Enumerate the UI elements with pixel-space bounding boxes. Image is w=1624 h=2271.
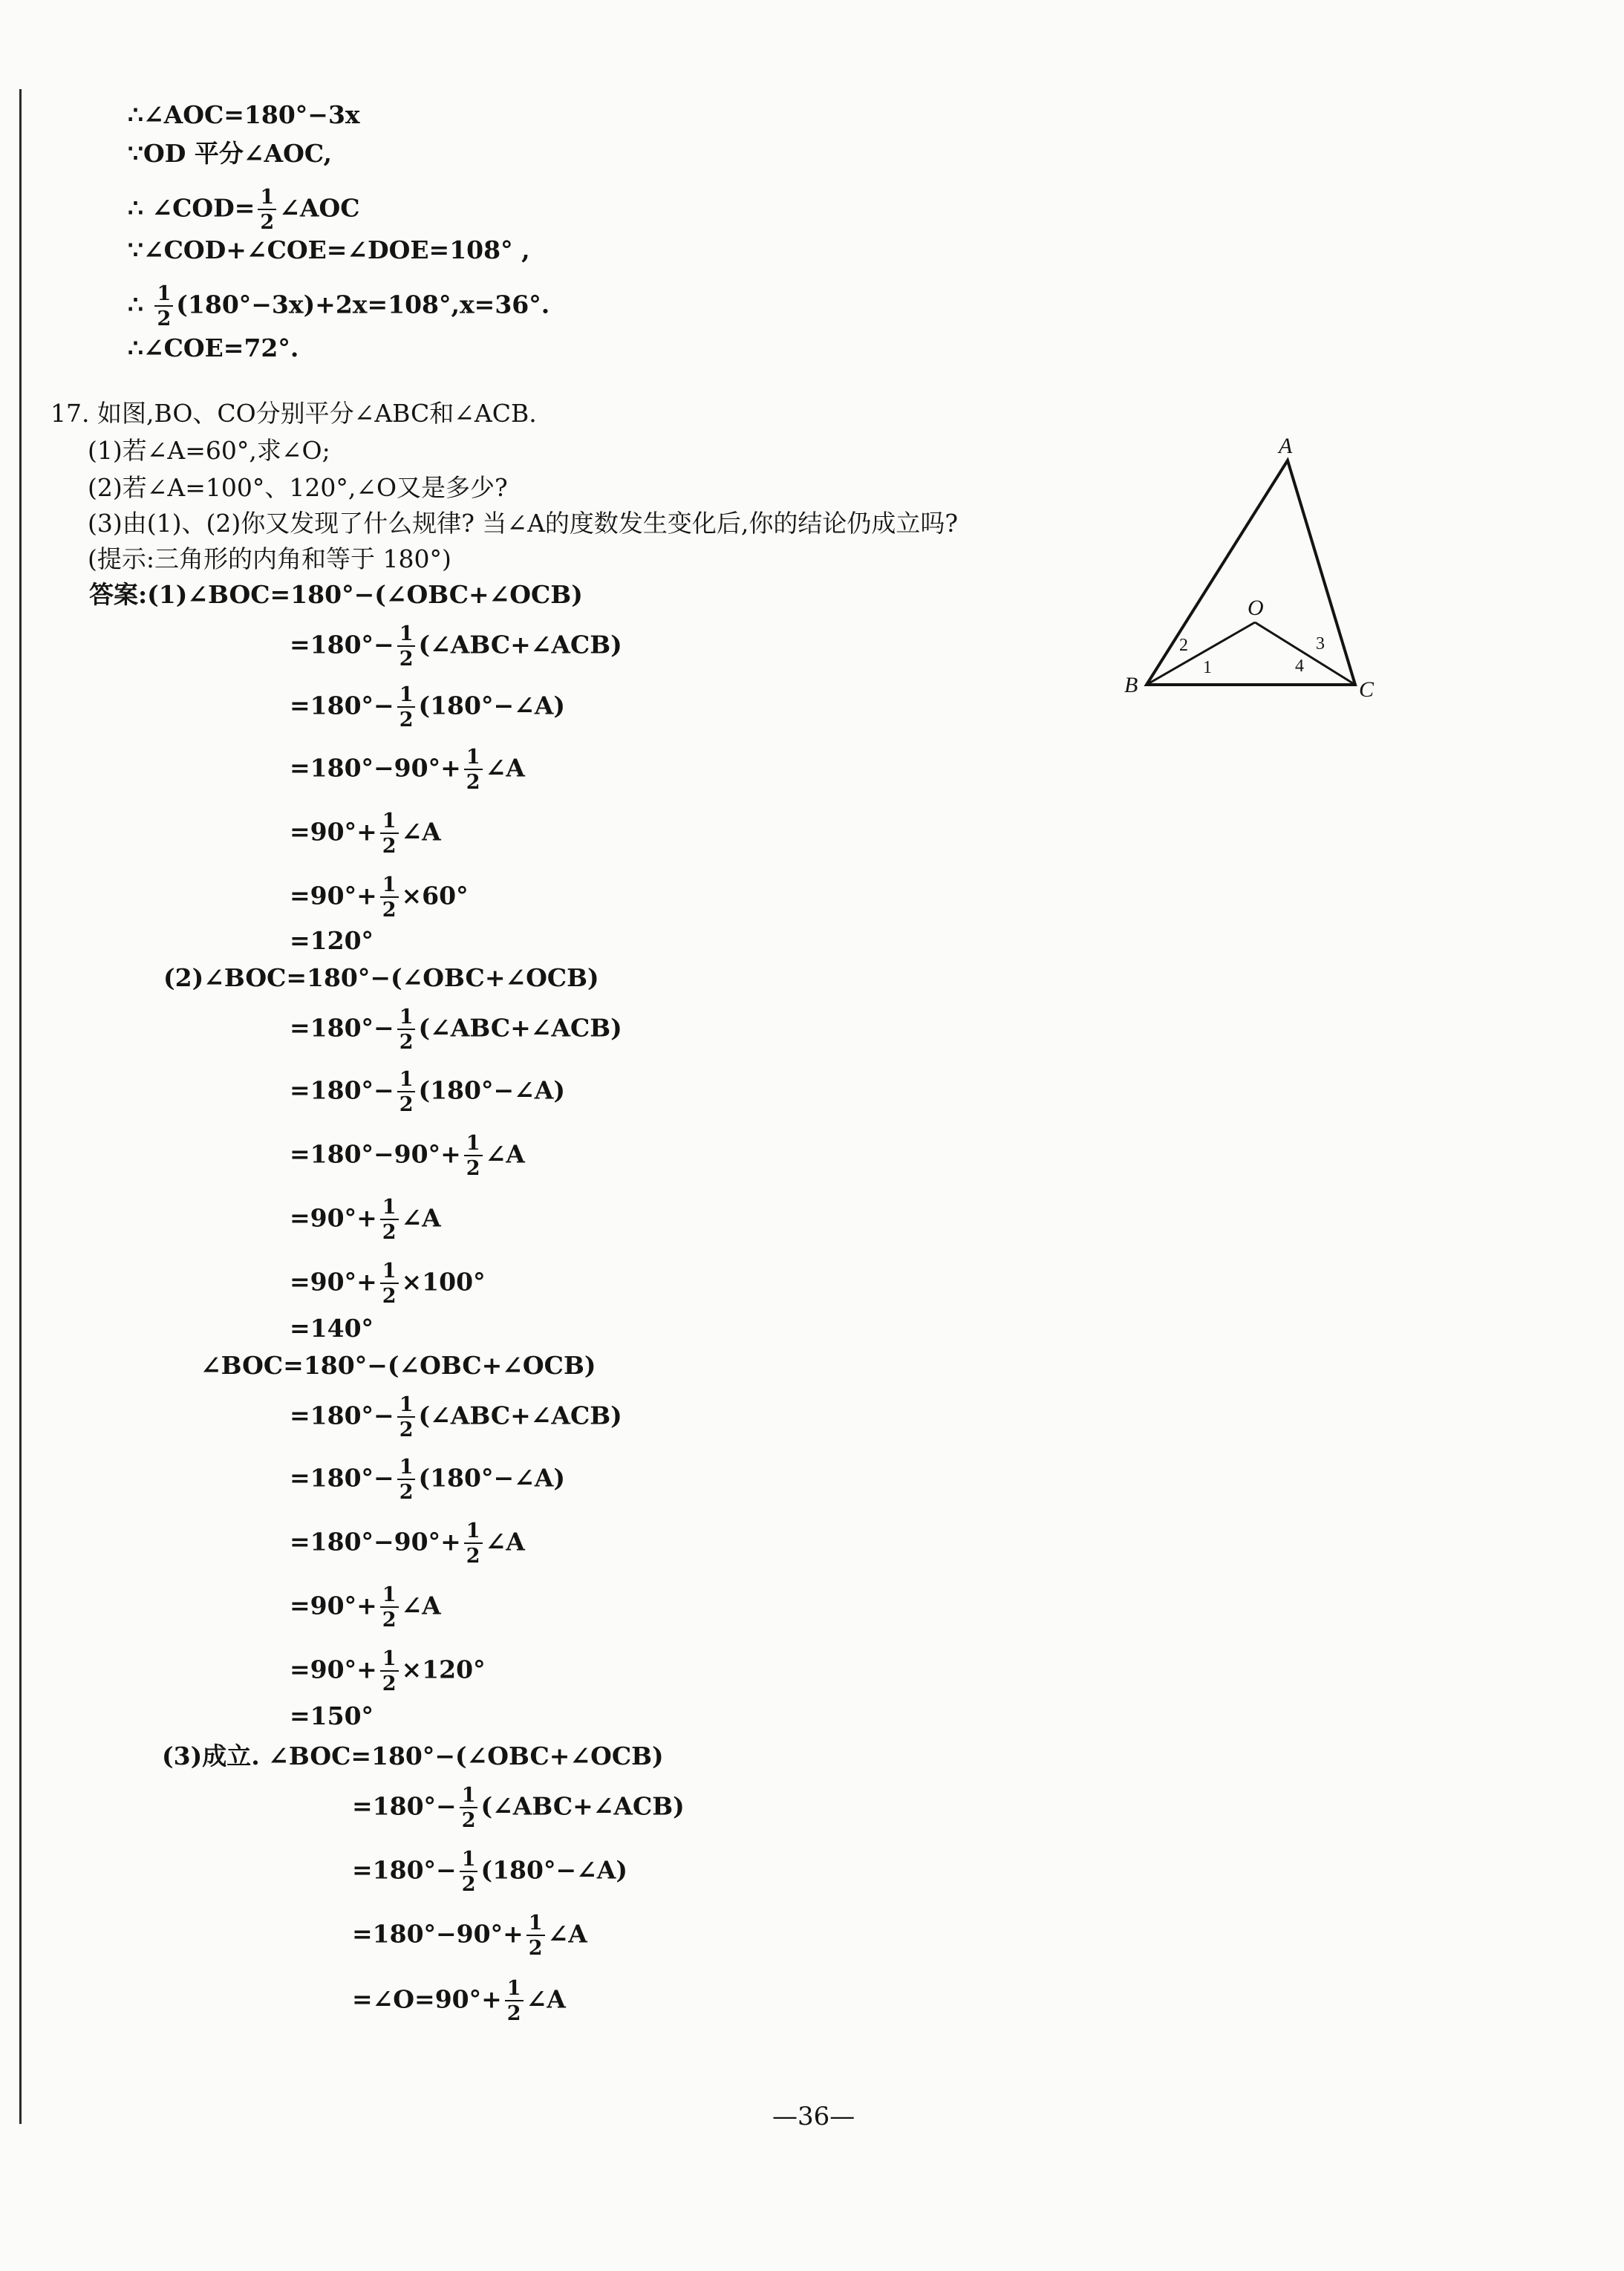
fraction-denominator: 2 [382,835,397,858]
fraction-denominator: 2 [506,2002,521,2025]
fraction-numerator: 1 [526,1913,545,1936]
text-segment: (∠ABC+∠ACB) [480,1791,685,1821]
answer-line [352,1913,587,1958]
answer-line: =150° [290,1701,374,1730]
answer-line [290,624,622,669]
vertex-label-a: A [1279,434,1293,458]
fraction-denominator: 2 [399,1093,414,1116]
angle-label-4: 4 [1295,656,1304,676]
fraction-denominator: 2 [399,1481,414,1504]
fraction-denominator: 2 [399,1418,414,1441]
fraction-half [464,747,483,792]
fraction-numerator: 1 [380,811,399,834]
text-segment: =90°+ [290,1267,377,1297]
fraction-numerator: 1 [464,1133,483,1156]
text-segment: (∠ABC+∠ACB) [418,630,622,659]
fraction-denominator: 2 [399,708,414,732]
text-segment: ∠A [401,817,441,847]
problem-question-3: (3)由(1)、(2)你又发现了什么规律? 当∠A的度数发生变化后,你的结论仍成立吗? [88,509,959,538]
text-segment: ∠A [401,1203,441,1233]
answer-line [290,1197,441,1242]
fraction-numerator: 1 [460,1849,478,1872]
fraction-half [154,284,173,329]
fraction-half [397,1007,416,1052]
text-segment: =180°− [352,1855,457,1885]
text-segment: =180°−90°+ [290,753,461,783]
fraction-denominator: 2 [382,1672,397,1695]
answer-line [290,1395,622,1440]
answer-line [290,1261,486,1306]
answer-line: (3)成立. ∠BOC=180°−(∠OBC+∠OCB) [162,1741,664,1770]
text-segment: =180°− [290,630,394,659]
answer-line: 答案:(1)∠BOC=180°−(∠OBC+∠OCB) [89,580,583,609]
fraction-numerator: 1 [397,1457,416,1480]
text-segment: ∠A [547,1919,587,1949]
text-line: ∴∠AOC=180°−3x [128,100,360,129]
text-segment: =90°+ [290,1655,377,1684]
fraction-denominator: 2 [461,1809,476,1832]
text-segment: (180°−∠A) [418,1463,566,1493]
angle-label-3: 3 [1316,634,1325,654]
triangle-figure [1114,431,1381,706]
answer-line [290,685,565,730]
text-segment: ∠A [401,1591,441,1620]
fraction-half [505,1978,524,2024]
fraction-numerator: 1 [380,1197,399,1220]
text-segment: (∠ABC+∠ACB) [418,1401,622,1430]
text-segment: ∠A [485,1139,525,1169]
fraction-denominator: 2 [382,1609,397,1632]
problem-question-1: (1)若∠A=60°,求∠O; [88,436,330,465]
problem-stem: 17. 如图,BO、CO分别平分∠ABC和∠ACB. [50,399,537,428]
answer-line: =140° [290,1314,374,1343]
fraction-numerator: 1 [397,1395,416,1418]
fraction-numerator: 1 [380,1585,399,1608]
text-segment: ×100° [401,1267,486,1297]
fraction-denominator: 2 [260,211,275,234]
text-segment: (∠ABC+∠ACB) [418,1013,622,1043]
text-segment: (180°−∠A) [418,1075,566,1105]
fraction-half [464,1133,483,1179]
answer-line [290,1007,622,1052]
fraction-numerator: 1 [380,875,399,898]
fraction-denominator: 2 [466,771,480,794]
segment-bo [1147,622,1255,685]
fraction-half [397,1395,416,1440]
fraction-half [460,1849,478,1894]
text-segment: ∴ ∠COD= [128,193,255,223]
fraction-half [380,811,399,856]
fraction-numerator: 1 [397,624,416,647]
text-segment: ∠AOC [279,193,360,223]
text-segment: ∠A [485,753,525,783]
fraction-half [380,875,399,920]
answer-line [290,875,469,920]
fraction-half [397,624,416,669]
fraction-half [397,685,416,730]
fraction-denominator: 2 [399,1031,414,1054]
text-segment: =90°+ [290,1203,377,1233]
fraction-half [460,1785,478,1831]
text-segment: =90°+ [290,881,377,910]
page-number: —36— [772,2102,855,2131]
text-segment: =90°+ [290,817,377,847]
text-line [128,187,359,232]
fraction-denominator: 2 [382,1285,397,1308]
fraction-numerator: 1 [397,1069,416,1092]
text-segment: =180°−90°+ [290,1139,461,1169]
text-segment: ×120° [401,1655,486,1684]
fraction-half [258,187,276,232]
fraction-denominator: 2 [466,1157,480,1180]
problem-question-2: (2)若∠A=100°、120°,∠O又是多少? [88,473,508,502]
text-segment: ∠A [526,1984,566,2014]
fraction-half [380,1585,399,1630]
text-segment: =180°− [290,1075,394,1105]
angle-label-2: 2 [1179,636,1188,655]
answer-line: ∠BOC=180°−(∠OBC+∠OCB) [200,1351,596,1380]
fraction-half [526,1913,545,1958]
fraction-denominator: 2 [466,1545,480,1568]
margin-rule [19,89,22,2124]
text-line: ∴∠COE=72°. [128,333,299,362]
answer-line [290,1069,565,1115]
text-line: ∵∠COD+∠COE=∠DOE=108° , [128,235,530,264]
answer-line [290,1521,525,1566]
answer-line [290,747,525,792]
text-segment: (180°−∠A) [418,691,566,720]
fraction-half [397,1457,416,1502]
answer-line [290,1649,486,1694]
vertex-label-c: C [1359,677,1374,702]
answer-line [290,811,441,856]
angle-label-1: 1 [1203,658,1212,677]
text-line: ∵OD 平分∠AOC, [128,139,333,168]
fraction-numerator: 1 [464,747,483,770]
fraction-numerator: 1 [397,1007,416,1030]
answer-line [352,1849,627,1894]
fraction-half [464,1521,483,1566]
vertex-label-b: B [1124,673,1138,697]
fraction-numerator: 1 [460,1785,478,1808]
fraction-half [380,1197,399,1242]
fraction-denominator: 2 [157,307,172,330]
answer-line [352,1978,566,2024]
text-segment: ×60° [401,881,469,910]
text-segment: =∠O=90°+ [352,1984,502,2014]
fraction-numerator: 1 [397,685,416,708]
fraction-numerator: 1 [505,1978,524,2001]
fraction-denominator: 2 [528,1937,543,1960]
fraction-denominator: 2 [461,1873,476,1896]
answer-line: =120° [290,926,374,955]
text-line [128,284,550,329]
text-segment: =180°− [290,691,394,720]
fraction-half [397,1069,416,1115]
fraction-denominator: 2 [382,1221,397,1244]
text-segment: =180°− [290,1401,394,1430]
text-segment: ∴ [128,290,152,319]
fraction-numerator: 1 [380,1261,399,1284]
answer-line [290,1457,565,1502]
text-segment: =90°+ [290,1591,377,1620]
problem-hint: (提示:三角形的内角和等于 180°) [88,544,451,573]
fraction-numerator: 1 [154,284,173,307]
text-segment: (180°−3x)+2x=108°,x=36°. [176,290,550,319]
fraction-numerator: 1 [380,1649,399,1672]
fraction-half [380,1261,399,1306]
text-segment: =180°−90°+ [352,1919,524,1949]
fraction-numerator: 1 [464,1521,483,1544]
answer-line [352,1785,685,1831]
fraction-denominator: 2 [382,899,397,922]
text-segment: =180°−90°+ [290,1527,461,1557]
answer-line [290,1585,441,1630]
answer-line [290,1133,525,1179]
text-segment: =180°− [352,1791,457,1821]
fraction-denominator: 2 [399,648,414,671]
fraction-half [380,1649,399,1694]
text-segment: ∠A [485,1527,525,1557]
fraction-numerator: 1 [258,187,276,210]
point-label-o: O [1248,596,1264,620]
answer-line: (2)∠BOC=180°−(∠OBC+∠OCB) [163,963,599,992]
text-segment: (180°−∠A) [480,1855,628,1885]
text-segment: =180°− [290,1463,394,1493]
text-segment: =180°− [290,1013,394,1043]
